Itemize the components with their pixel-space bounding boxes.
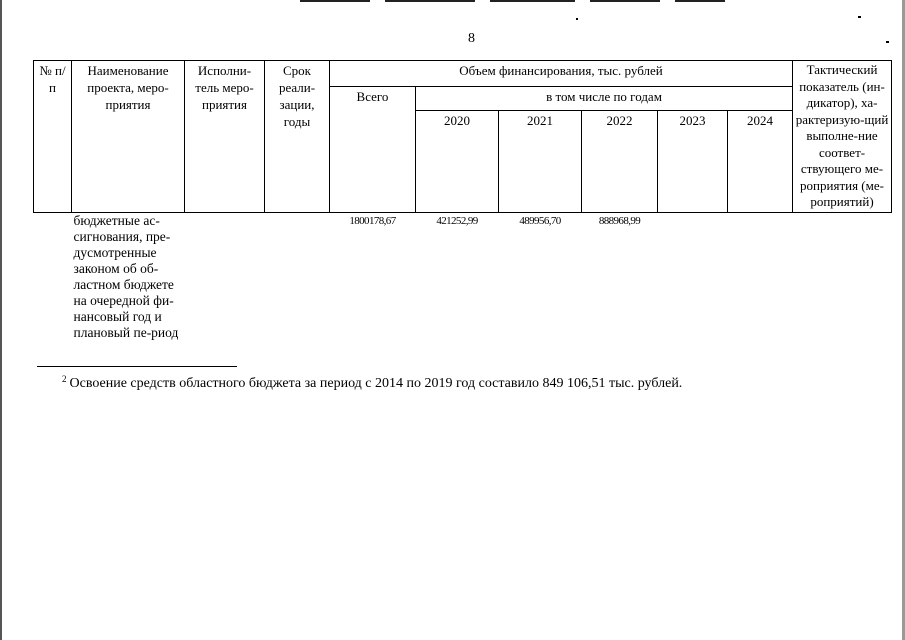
scan-speck xyxy=(886,41,889,43)
header-total: Всего xyxy=(330,87,416,213)
header-executor: Исполни-тель меро-приятия xyxy=(185,61,265,213)
scan-edge-left xyxy=(0,0,2,640)
header-year-2020: 2020 xyxy=(416,110,499,212)
footnote-rule xyxy=(37,366,237,367)
cell-2022: 888968,99 xyxy=(598,214,641,227)
page-number: 8 xyxy=(468,31,475,46)
financing-table xyxy=(33,60,892,341)
header-name: Наименование проекта, меро-приятия xyxy=(72,61,185,213)
cell-executor xyxy=(185,212,265,341)
header-year-2021: 2021 xyxy=(499,110,582,212)
header-year-2022: 2022 xyxy=(582,110,658,212)
header-num: № п/п xyxy=(34,61,72,213)
cell-2024 xyxy=(728,212,793,341)
cell-name: бюджетные ас-сигнования, пре-дусмотренные законом об об-ластном бюджете на очередной фи-нансовый год и плановый пе-риод xyxy=(73,212,179,340)
scan-speck xyxy=(858,16,861,18)
header-year-2023: 2023 xyxy=(658,110,728,212)
cell-2020: 421252,99 xyxy=(436,214,478,227)
cell-2023 xyxy=(658,212,728,341)
cell-total: 1800178,67 xyxy=(349,214,396,227)
header-by-years: в том числе по годам xyxy=(416,87,793,111)
table-row xyxy=(34,212,892,341)
header-year-2024: 2024 xyxy=(728,110,793,212)
footnote xyxy=(62,376,682,392)
cell-num xyxy=(34,212,72,341)
header-term: Срок реали-зации, годы xyxy=(265,61,330,213)
footnote-text: Освоение средств областного бюджета за период с 2014 по 2019 год составило 849 106,51 тыс. рублей. xyxy=(69,376,683,391)
header-financing: Объем финансирования, тыс. рублей xyxy=(330,61,793,87)
header-indicator: Тактический показатель (ин-дикатор), ха-рактеризую-щий выполне-ние соответ-ствующего ме-роприятия (ме-роприятий) xyxy=(793,61,892,213)
footnote-mark: 2 xyxy=(62,374,67,384)
cell-indicator xyxy=(793,212,892,341)
scan-speck xyxy=(576,18,578,20)
top-cut-line xyxy=(675,0,725,2)
cell-term xyxy=(265,212,330,341)
top-cut-line xyxy=(590,0,660,2)
top-cut-line xyxy=(385,0,475,2)
top-cut-line xyxy=(490,0,575,2)
top-cut-line xyxy=(300,0,370,2)
cell-2021: 489956,70 xyxy=(519,214,561,227)
